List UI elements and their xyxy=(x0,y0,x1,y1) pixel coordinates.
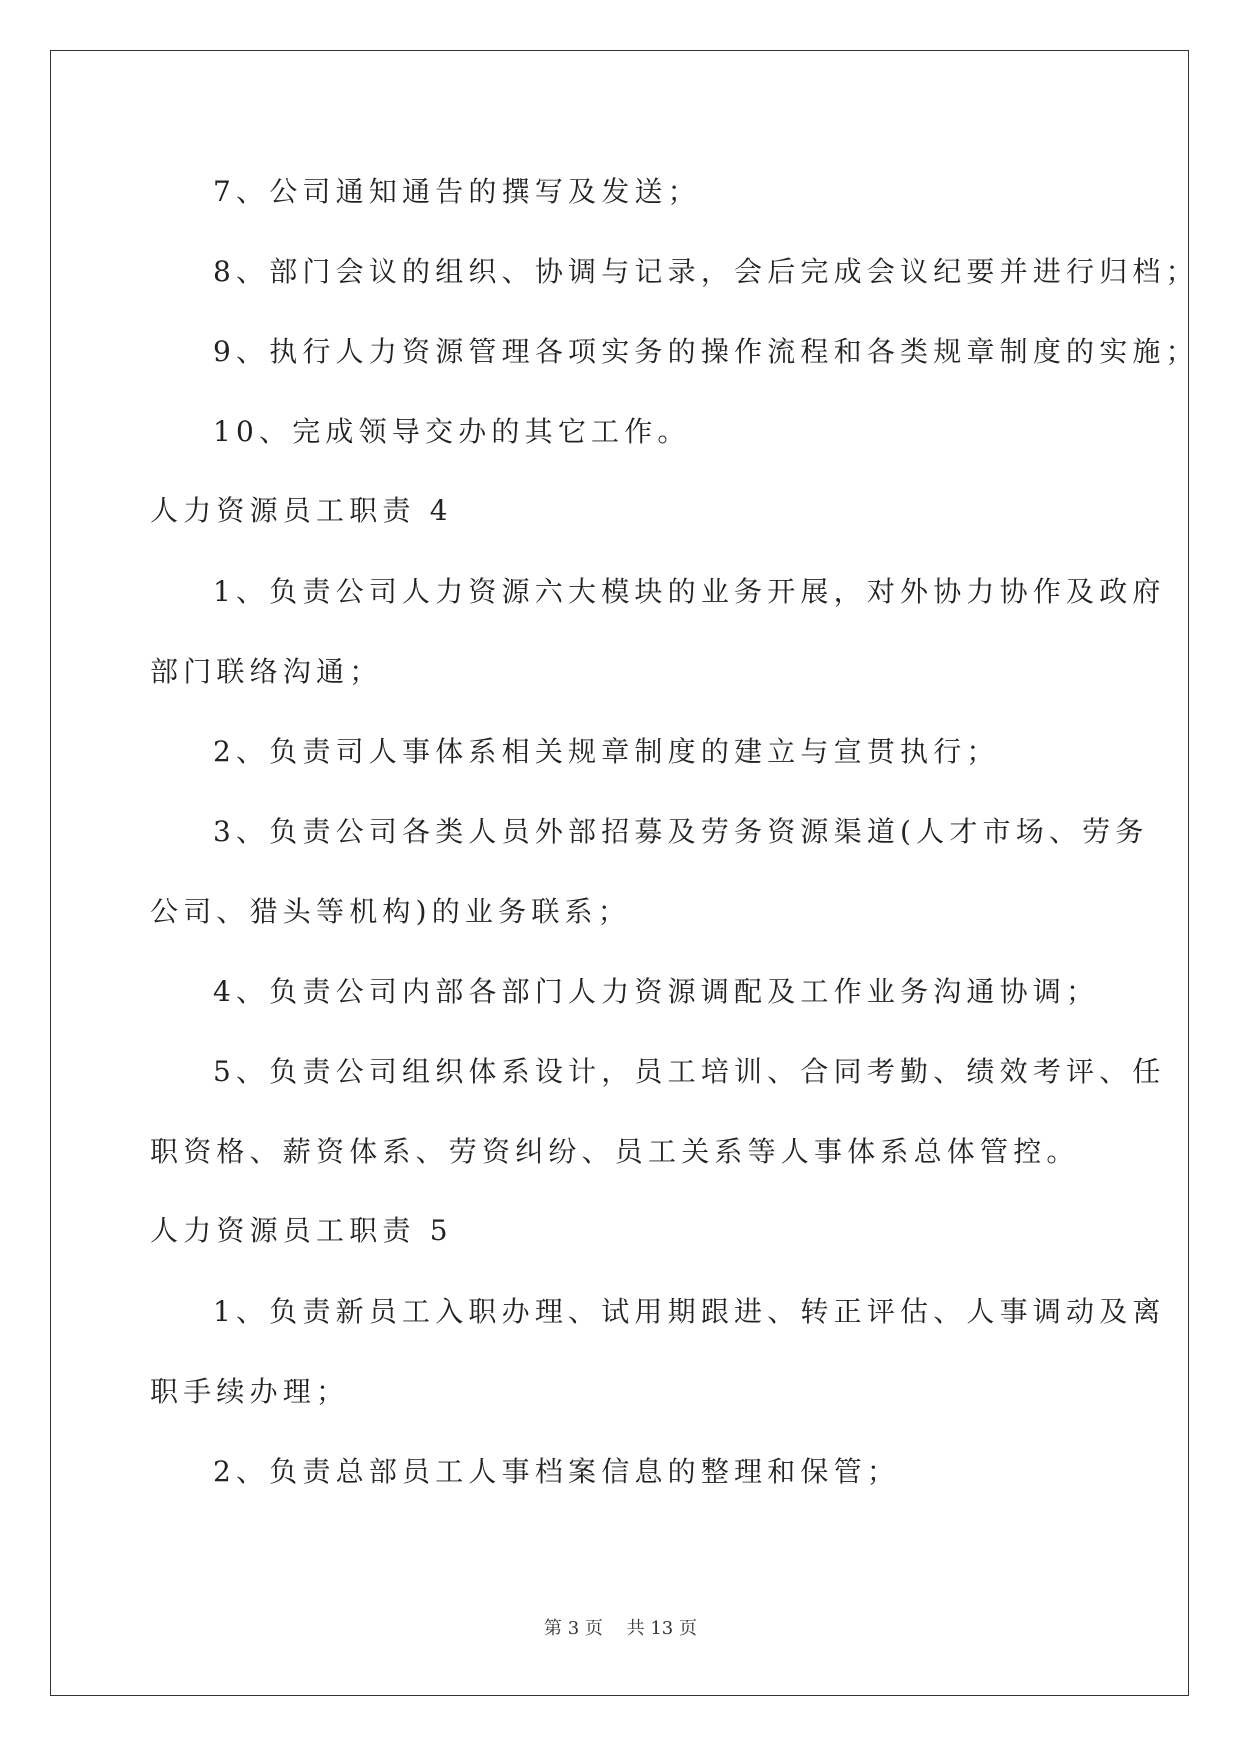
list-item-3: 3、负责公司各类人员外部招募及劳务资源渠道(人才市场、劳务 xyxy=(213,815,1149,848)
list-item-1b-continuation: 职手续办理； xyxy=(150,1375,350,1408)
list-item-10: 10、完成领导交办的其它工作。 xyxy=(213,415,691,448)
list-item-9: 9、执行人力资源管理各项实务的操作流程和各类规章制度的实施； xyxy=(213,335,1199,368)
list-item-2b: 2、负责总部员工人事档案信息的整理和保管； xyxy=(213,1455,901,1488)
section-heading-4: 人力资源员工职责 4 xyxy=(150,494,453,527)
list-item-2: 2、负责司人事体系相关规章制度的建立与宣贯执行； xyxy=(213,735,1000,768)
list-item-7: 7、公司通知通告的撰写及发送； xyxy=(213,175,701,208)
list-item-3-continuation: 公司、猎头等机构)的业务联系； xyxy=(150,895,631,928)
list-item-1-continuation: 部门联络沟通； xyxy=(150,655,383,688)
list-item-5-continuation: 职资格、薪资体系、劳资纠纷、员工关系等人事体系总体管控。 xyxy=(150,1135,1080,1168)
list-item-5: 5、负责公司组织体系设计，员工培训、合同考勤、绩效考评、任 xyxy=(213,1055,1166,1088)
page-border xyxy=(50,50,1189,1696)
section-heading-5: 人力资源员工职责 5 xyxy=(150,1214,453,1247)
list-item-8: 8、部门会议的组织、协调与记录，会后完成会议纪要并进行归档； xyxy=(213,255,1199,288)
list-item-4: 4、负责公司内部各部门人力资源调配及工作业务沟通协调； xyxy=(213,975,1100,1008)
page-footer: 第 3 页 共 13 页 xyxy=(544,1618,697,1639)
list-item-1b: 1、负责新员工入职办理、试用期跟进、转正评估、人事调动及离 xyxy=(213,1295,1166,1328)
list-item-1: 1、负责公司人力资源六大模块的业务开展，对外协力协作及政府 xyxy=(213,575,1166,608)
